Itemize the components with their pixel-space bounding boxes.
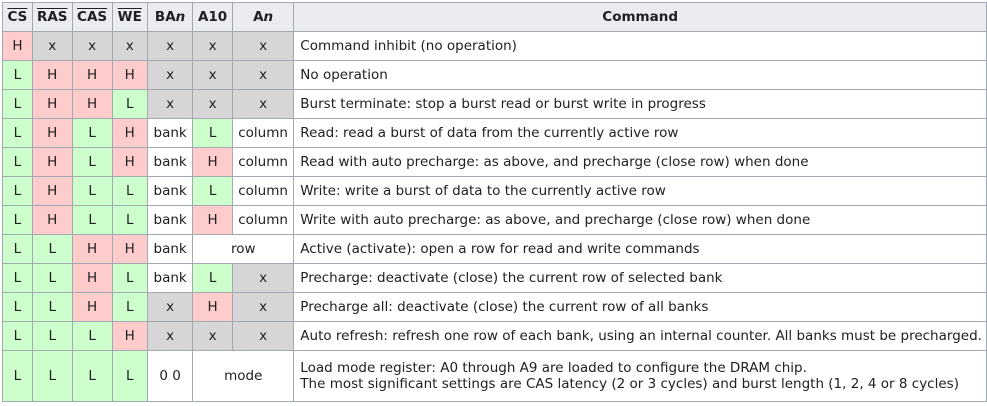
cell-ras: L [32, 264, 72, 293]
header-ban-suffix: n [175, 9, 186, 25]
cell-an: x [232, 322, 293, 351]
cell-ban: bank [147, 206, 192, 235]
header-command [294, 3, 987, 32]
header-ban [147, 3, 192, 32]
cell-cas: L [72, 351, 112, 402]
table-row [3, 90, 987, 119]
cell-ras: L [32, 235, 72, 264]
cell-ban: x [147, 61, 192, 90]
cell-we: L [112, 177, 147, 206]
header-ras [32, 3, 72, 32]
header-row [3, 3, 987, 32]
table-row [3, 206, 987, 235]
cell-cs: L [3, 351, 33, 402]
cell-an: x [232, 293, 293, 322]
cell-cs: L [3, 206, 33, 235]
cell-a10: H [193, 148, 233, 177]
cell-we: L [112, 264, 147, 293]
cell-cas: L [72, 148, 112, 177]
cell-cas: L [72, 177, 112, 206]
cell-ban: x [147, 322, 192, 351]
header-an-prefix: A [253, 9, 264, 25]
cell-command: Active (activate): open a row for read and write commands [294, 235, 987, 264]
header-an-suffix: n [263, 9, 274, 25]
cell-address: row [193, 235, 294, 264]
cell-cas: x [72, 32, 112, 61]
command-table-wrapper [2, 2, 987, 402]
cell-an: column [232, 177, 293, 206]
header-cas-label: $\overline{CAS}$ [77, 9, 108, 25]
cell-ban: bank [147, 235, 192, 264]
cell-ban: 0 0 [147, 351, 192, 402]
cell-command: Write with auto precharge: as above, and precharge (close row) when done [294, 206, 987, 235]
cell-we: L [112, 206, 147, 235]
cell-ras: H [32, 61, 72, 90]
cell-ras: L [32, 293, 72, 322]
cell-cas: H [72, 264, 112, 293]
cell-ban: x [147, 90, 192, 119]
cell-ban: bank [147, 264, 192, 293]
table-row [3, 322, 987, 351]
table-row [3, 61, 987, 90]
cell-command: Command inhibit (no operation) [294, 32, 987, 61]
cell-we: L [112, 293, 147, 322]
cell-ras: H [32, 119, 72, 148]
cell-command: Write: write a burst of data to the currently active row [294, 177, 987, 206]
cell-ban: bank [147, 148, 192, 177]
cell-cs: L [3, 148, 33, 177]
cell-an: column [232, 119, 293, 148]
cell-a10: H [193, 206, 233, 235]
cell-ban: bank [147, 177, 192, 206]
cell-an: column [232, 206, 293, 235]
cell-ras: H [32, 206, 72, 235]
cell-command: Read: read a burst of data from the currently active row [294, 119, 987, 148]
cell-we: x [112, 32, 147, 61]
cell-an: x [232, 32, 293, 61]
cell-ras: x [32, 32, 72, 61]
header-we [112, 3, 147, 32]
cell-cas: L [72, 119, 112, 148]
header-we-label: $\overline{WE}$ [117, 9, 142, 25]
cell-we: L [112, 351, 147, 402]
cell-cas: L [72, 206, 112, 235]
cell-ban: x [147, 293, 192, 322]
cell-command: Precharge: deactivate (close) the current row of selected bank [294, 264, 987, 293]
sdram-command-table [2, 2, 987, 402]
cell-cas: H [72, 293, 112, 322]
cell-an: x [232, 264, 293, 293]
cell-command: Read with auto precharge: as above, and precharge (close row) when done [294, 148, 987, 177]
cell-cas: H [72, 235, 112, 264]
header-ban-prefix: BA [154, 9, 176, 25]
cell-cs: L [3, 235, 33, 264]
cell-a10: x [193, 61, 233, 90]
cell-an: x [232, 61, 293, 90]
cell-a10: x [193, 322, 233, 351]
cell-command: No operation [294, 61, 987, 90]
header-cs-label: $\overline{CS}$ [7, 9, 28, 25]
cell-we: L [112, 90, 147, 119]
cell-an: x [232, 90, 293, 119]
cell-we: H [112, 148, 147, 177]
cell-a10: x [193, 90, 233, 119]
cell-cs: L [3, 264, 33, 293]
cell-cas: L [72, 322, 112, 351]
cell-ban: x [147, 32, 192, 61]
cell-cs: L [3, 61, 33, 90]
header-cas [72, 3, 112, 32]
cell-command: Precharge all: deactivate (close) the current row of all banks [294, 293, 987, 322]
cell-address: mode [193, 351, 294, 402]
cell-an: column [232, 148, 293, 177]
table-row [3, 264, 987, 293]
table-row [3, 177, 987, 206]
cell-cs: L [3, 322, 33, 351]
cell-we: H [112, 235, 147, 264]
header-a10-label: A10 [197, 9, 228, 25]
cell-a10: L [193, 264, 233, 293]
table-row [3, 119, 987, 148]
cell-we: H [112, 322, 147, 351]
table-row [3, 235, 987, 264]
cell-ras: L [32, 351, 72, 402]
cell-we: H [112, 61, 147, 90]
cell-cs: L [3, 90, 33, 119]
command-line-2: The most significant settings are CAS latency (2 or 3 cycles) and burst length (1, 2, 4 or 8 cycles) [300, 376, 959, 392]
cell-cs: L [3, 293, 33, 322]
cell-cs: L [3, 119, 33, 148]
cell-command: Auto refresh: refresh one row of each bank, using an internal counter. All banks must be precharged. [294, 322, 987, 351]
table-row [3, 148, 987, 177]
cell-a10: L [193, 119, 233, 148]
header-ras-label: $\overline{RAS}$ [36, 9, 68, 25]
header-a10 [193, 3, 233, 32]
cell-ban: bank [147, 119, 192, 148]
cell-ras: L [32, 322, 72, 351]
table-row [3, 293, 987, 322]
cell-command: Burst terminate: stop a burst read or burst write in progress [294, 90, 987, 119]
cell-a10: x [193, 32, 233, 61]
cell-a10: L [193, 177, 233, 206]
cell-we: H [112, 119, 147, 148]
table-row [3, 351, 987, 402]
cell-ras: H [32, 90, 72, 119]
cell-ras: H [32, 177, 72, 206]
cell-cs: H [3, 32, 33, 61]
cell-ras: H [32, 148, 72, 177]
cell-command [294, 351, 987, 402]
header-cs [3, 3, 33, 32]
header-command-label: Command [602, 9, 678, 25]
command-line-1: Load mode register: A0 through A9 are loaded to configure the DRAM chip. [300, 360, 807, 376]
cell-cs: L [3, 177, 33, 206]
header-an [232, 3, 293, 32]
table-row [3, 32, 987, 61]
cell-cas: H [72, 90, 112, 119]
cell-a10: H [193, 293, 233, 322]
cell-cas: H [72, 61, 112, 90]
